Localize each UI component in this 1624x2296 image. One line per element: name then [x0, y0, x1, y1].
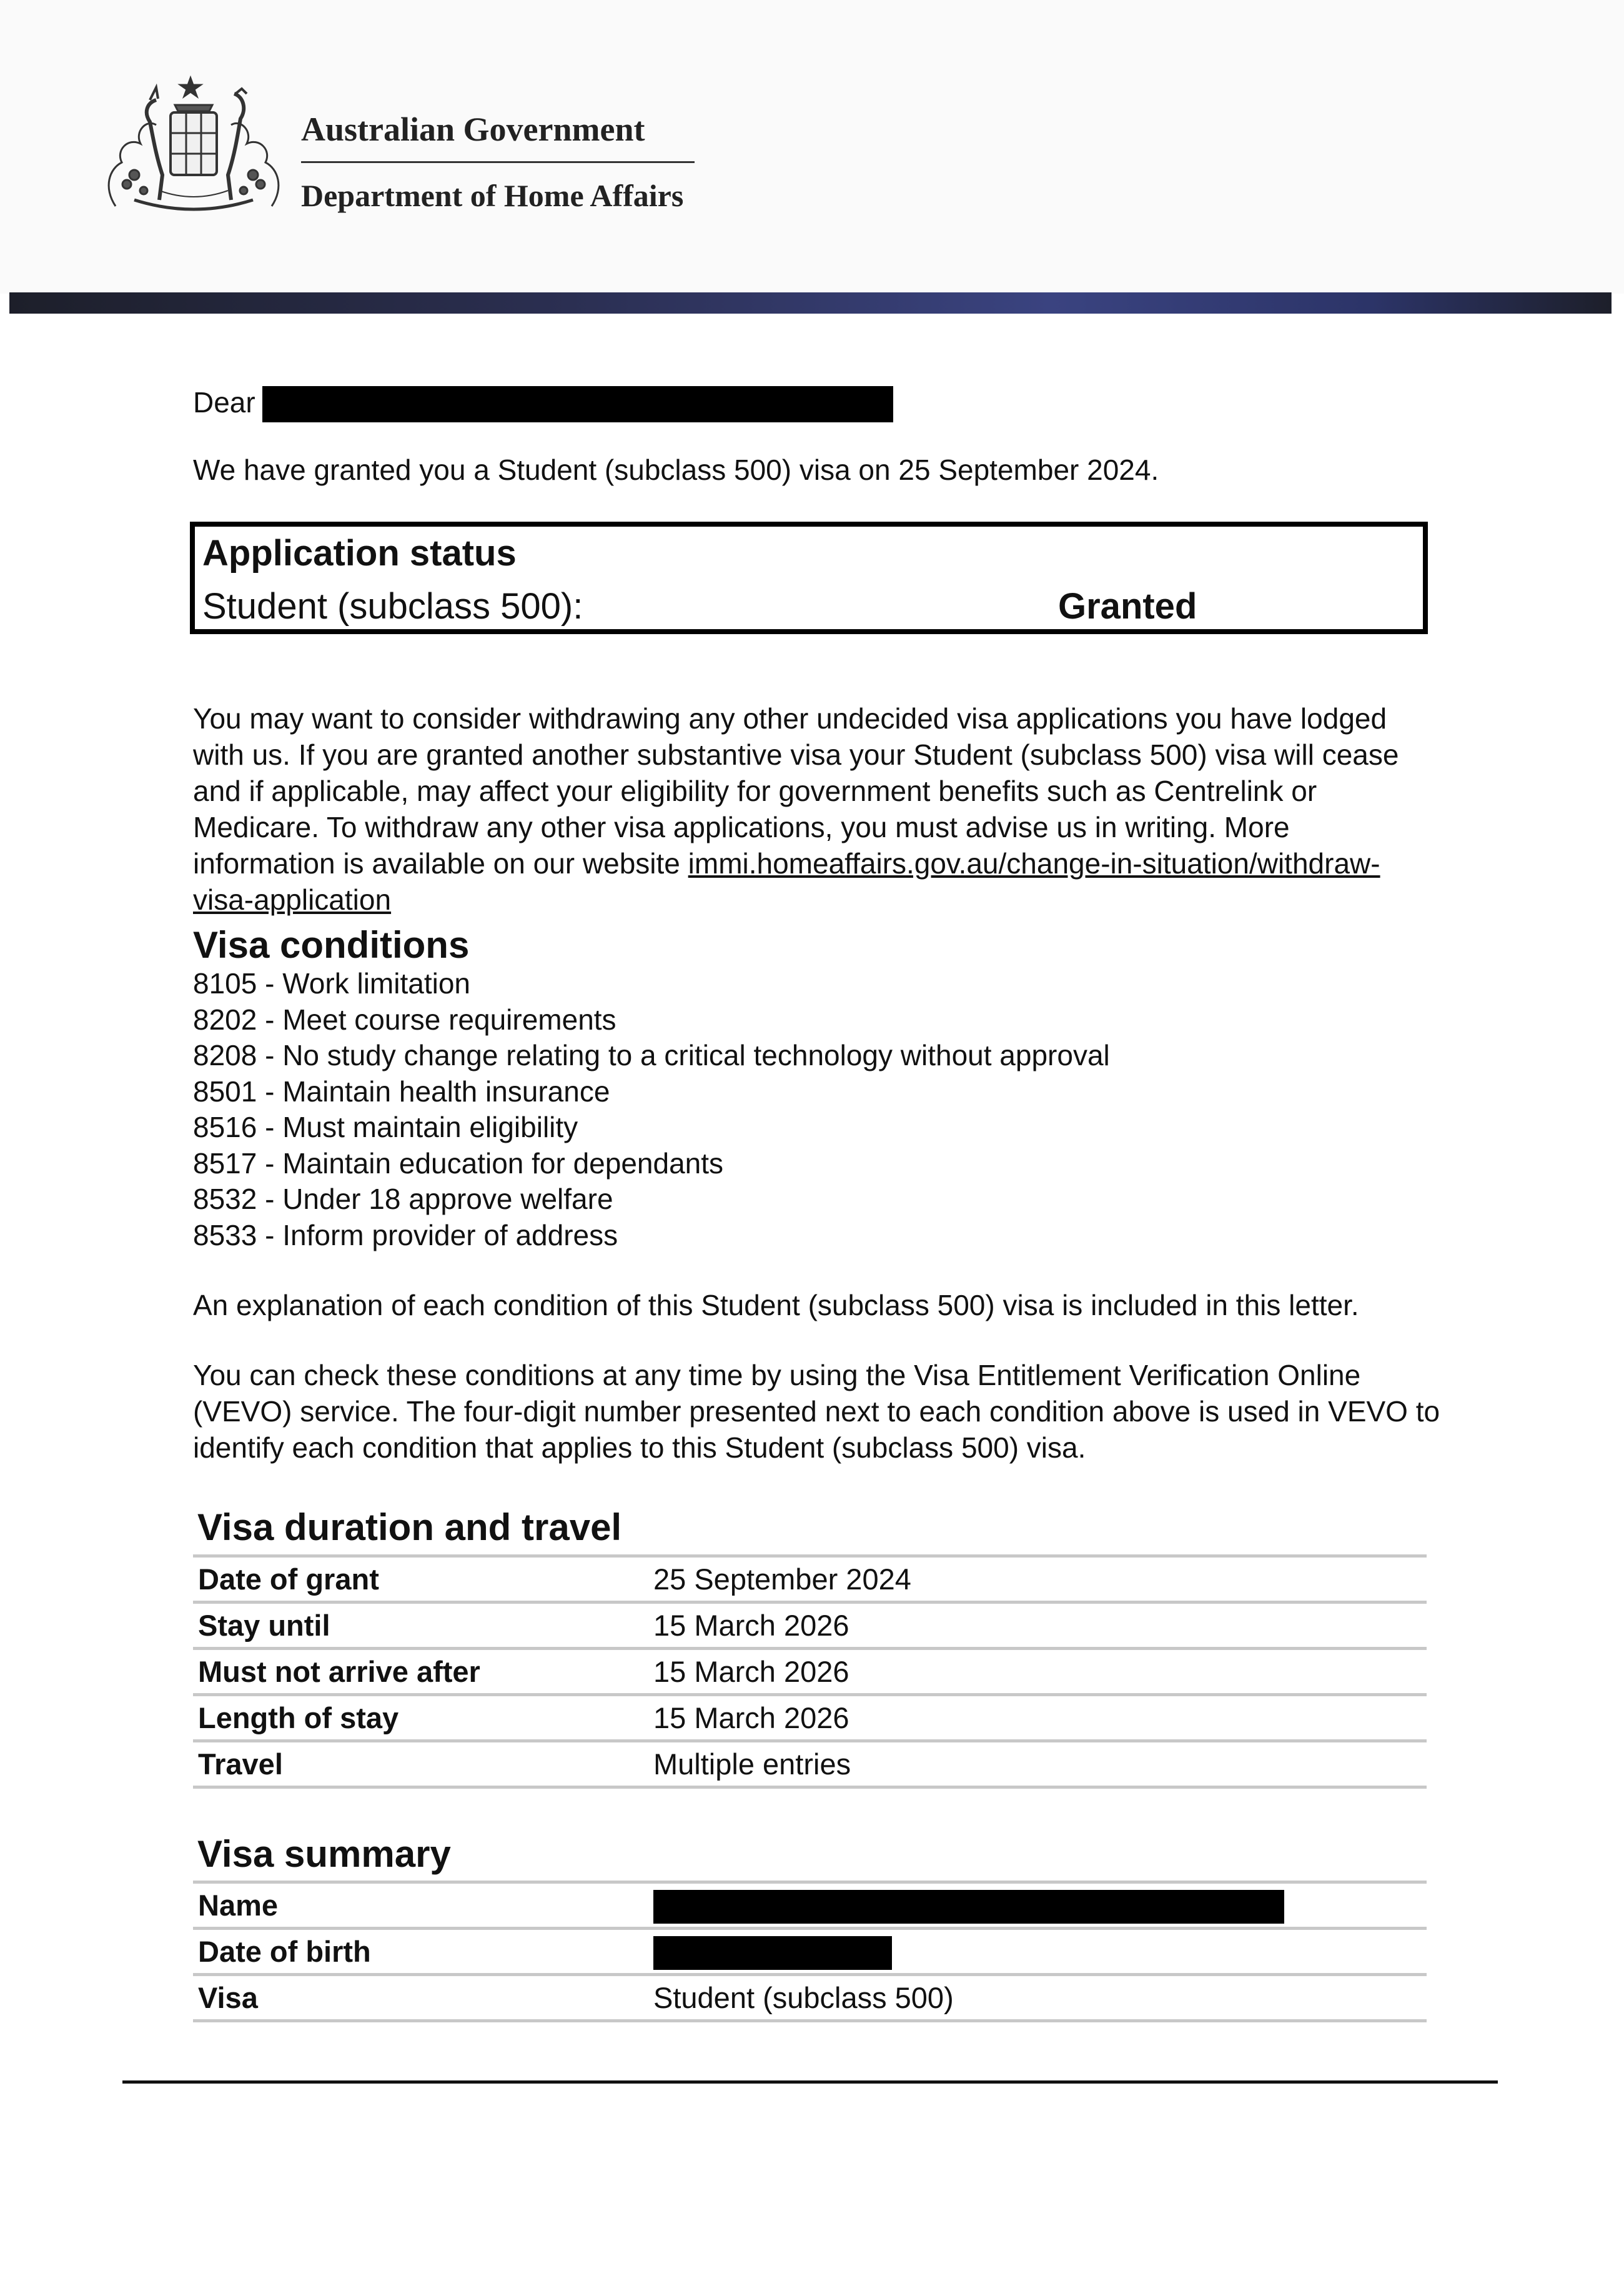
conditions-heading: Visa conditions: [193, 924, 470, 966]
table-row: [193, 1649, 1427, 1695]
row-value: [648, 1882, 1427, 1929]
row-value: 15 March 2026: [648, 1603, 1427, 1649]
table-row: [193, 1556, 1427, 1603]
duration-heading: Visa duration and travel: [197, 1506, 622, 1548]
redacted-name: [653, 1890, 1284, 1924]
condition-item: 8516 - Must maintain eligibility: [193, 1111, 578, 1143]
row-value: 15 March 2026: [648, 1695, 1427, 1741]
visa-duration-table: [193, 1554, 1427, 1789]
row-label: Travel: [193, 1741, 648, 1787]
department-name: Department of Home Affairs: [301, 178, 684, 213]
header-color-band: [9, 292, 1612, 314]
row-value: 25 September 2024: [648, 1556, 1427, 1603]
table-row: [193, 1882, 1427, 1929]
table-row: [193, 1603, 1427, 1649]
condition-item: 8202 - Meet course requirements: [193, 1003, 616, 1036]
row-value: 15 March 2026: [648, 1649, 1427, 1695]
australian-coat-of-arms-icon: [97, 75, 290, 222]
condition-item: 8208 - No study change relating to a critical technology without approval: [193, 1039, 1110, 1071]
withdraw-paragraph: [193, 700, 1436, 918]
condition-item: 8533 - Inform provider of address: [193, 1218, 618, 1251]
government-name: Australian Government: [301, 111, 645, 148]
table-row: [193, 1741, 1427, 1787]
condition-item: 8501 - Maintain health insurance: [193, 1075, 610, 1108]
status-title: Application status: [202, 533, 517, 574]
table-row: [193, 1695, 1427, 1741]
row-label: Date of grant: [193, 1556, 648, 1603]
vevo-paragraph: You can check these conditions at any time by using the Visa Entitlement Verification Online (VEVO) service. The four-digit number presented next to each condition above is used in VEVO to identify each condition that applies to this Student (subclass 500) visa.: [193, 1359, 1440, 1464]
row-label: Date of birth: [193, 1929, 648, 1975]
redacted-recipient-name: [262, 386, 893, 422]
withdraw-link[interactable]: immi.homeaffairs.gov.au/change-in-situation/withdraw-visa-application: [193, 847, 1380, 916]
condition-item: 8517 - Maintain education for dependants: [193, 1146, 724, 1180]
summary-heading: Visa summary: [197, 1833, 451, 1875]
row-value: Student (subclass 500): [648, 1975, 1427, 2021]
row-value: [648, 1929, 1427, 1975]
status-label: Student (subclass 500):: [202, 586, 583, 627]
condition-item: 8105 - Work limitation: [193, 967, 470, 1000]
row-label: Length of stay: [193, 1695, 648, 1741]
salutation: Dear: [193, 386, 255, 419]
table-row: [193, 1975, 1427, 2021]
withdraw-text: You may want to consider withdrawing any other undecided visa applications you have lodged with us. If you are granted another substantive visa your Student (subclass 500) visa will cease and if applicable, may affect your eligibility for government benefits such as Centrelink or Medicare. To withdraw any other visa applications, you must advise us in writing. More information is available on our website: [193, 702, 1399, 880]
row-label: Stay until: [193, 1603, 648, 1649]
condition-item: 8532 - Under 18 approve welfare: [193, 1183, 613, 1215]
letterhead: [0, 0, 1624, 294]
visa-summary-table: [193, 1881, 1427, 2022]
row-label: Visa: [193, 1975, 648, 2021]
application-status-box: [190, 522, 1428, 634]
row-label: Must not arrive after: [193, 1649, 648, 1695]
redacted-date-of-birth: [653, 1936, 892, 1970]
table-row: [193, 1929, 1427, 1975]
header-divider: [301, 161, 695, 163]
row-value: Multiple entries: [648, 1741, 1427, 1787]
row-label: Name: [193, 1882, 648, 1929]
conditions-list: [193, 966, 1110, 1253]
conditions-explanation: An explanation of each condition of this Student (subclass 500) visa is included in this letter.: [193, 1289, 1359, 1321]
granted-sentence: We have granted you a Student (subclass 500) visa on 25 September 2024.: [193, 454, 1159, 486]
footer-rule: [122, 2080, 1498, 2084]
status-value: Granted: [1058, 586, 1197, 627]
